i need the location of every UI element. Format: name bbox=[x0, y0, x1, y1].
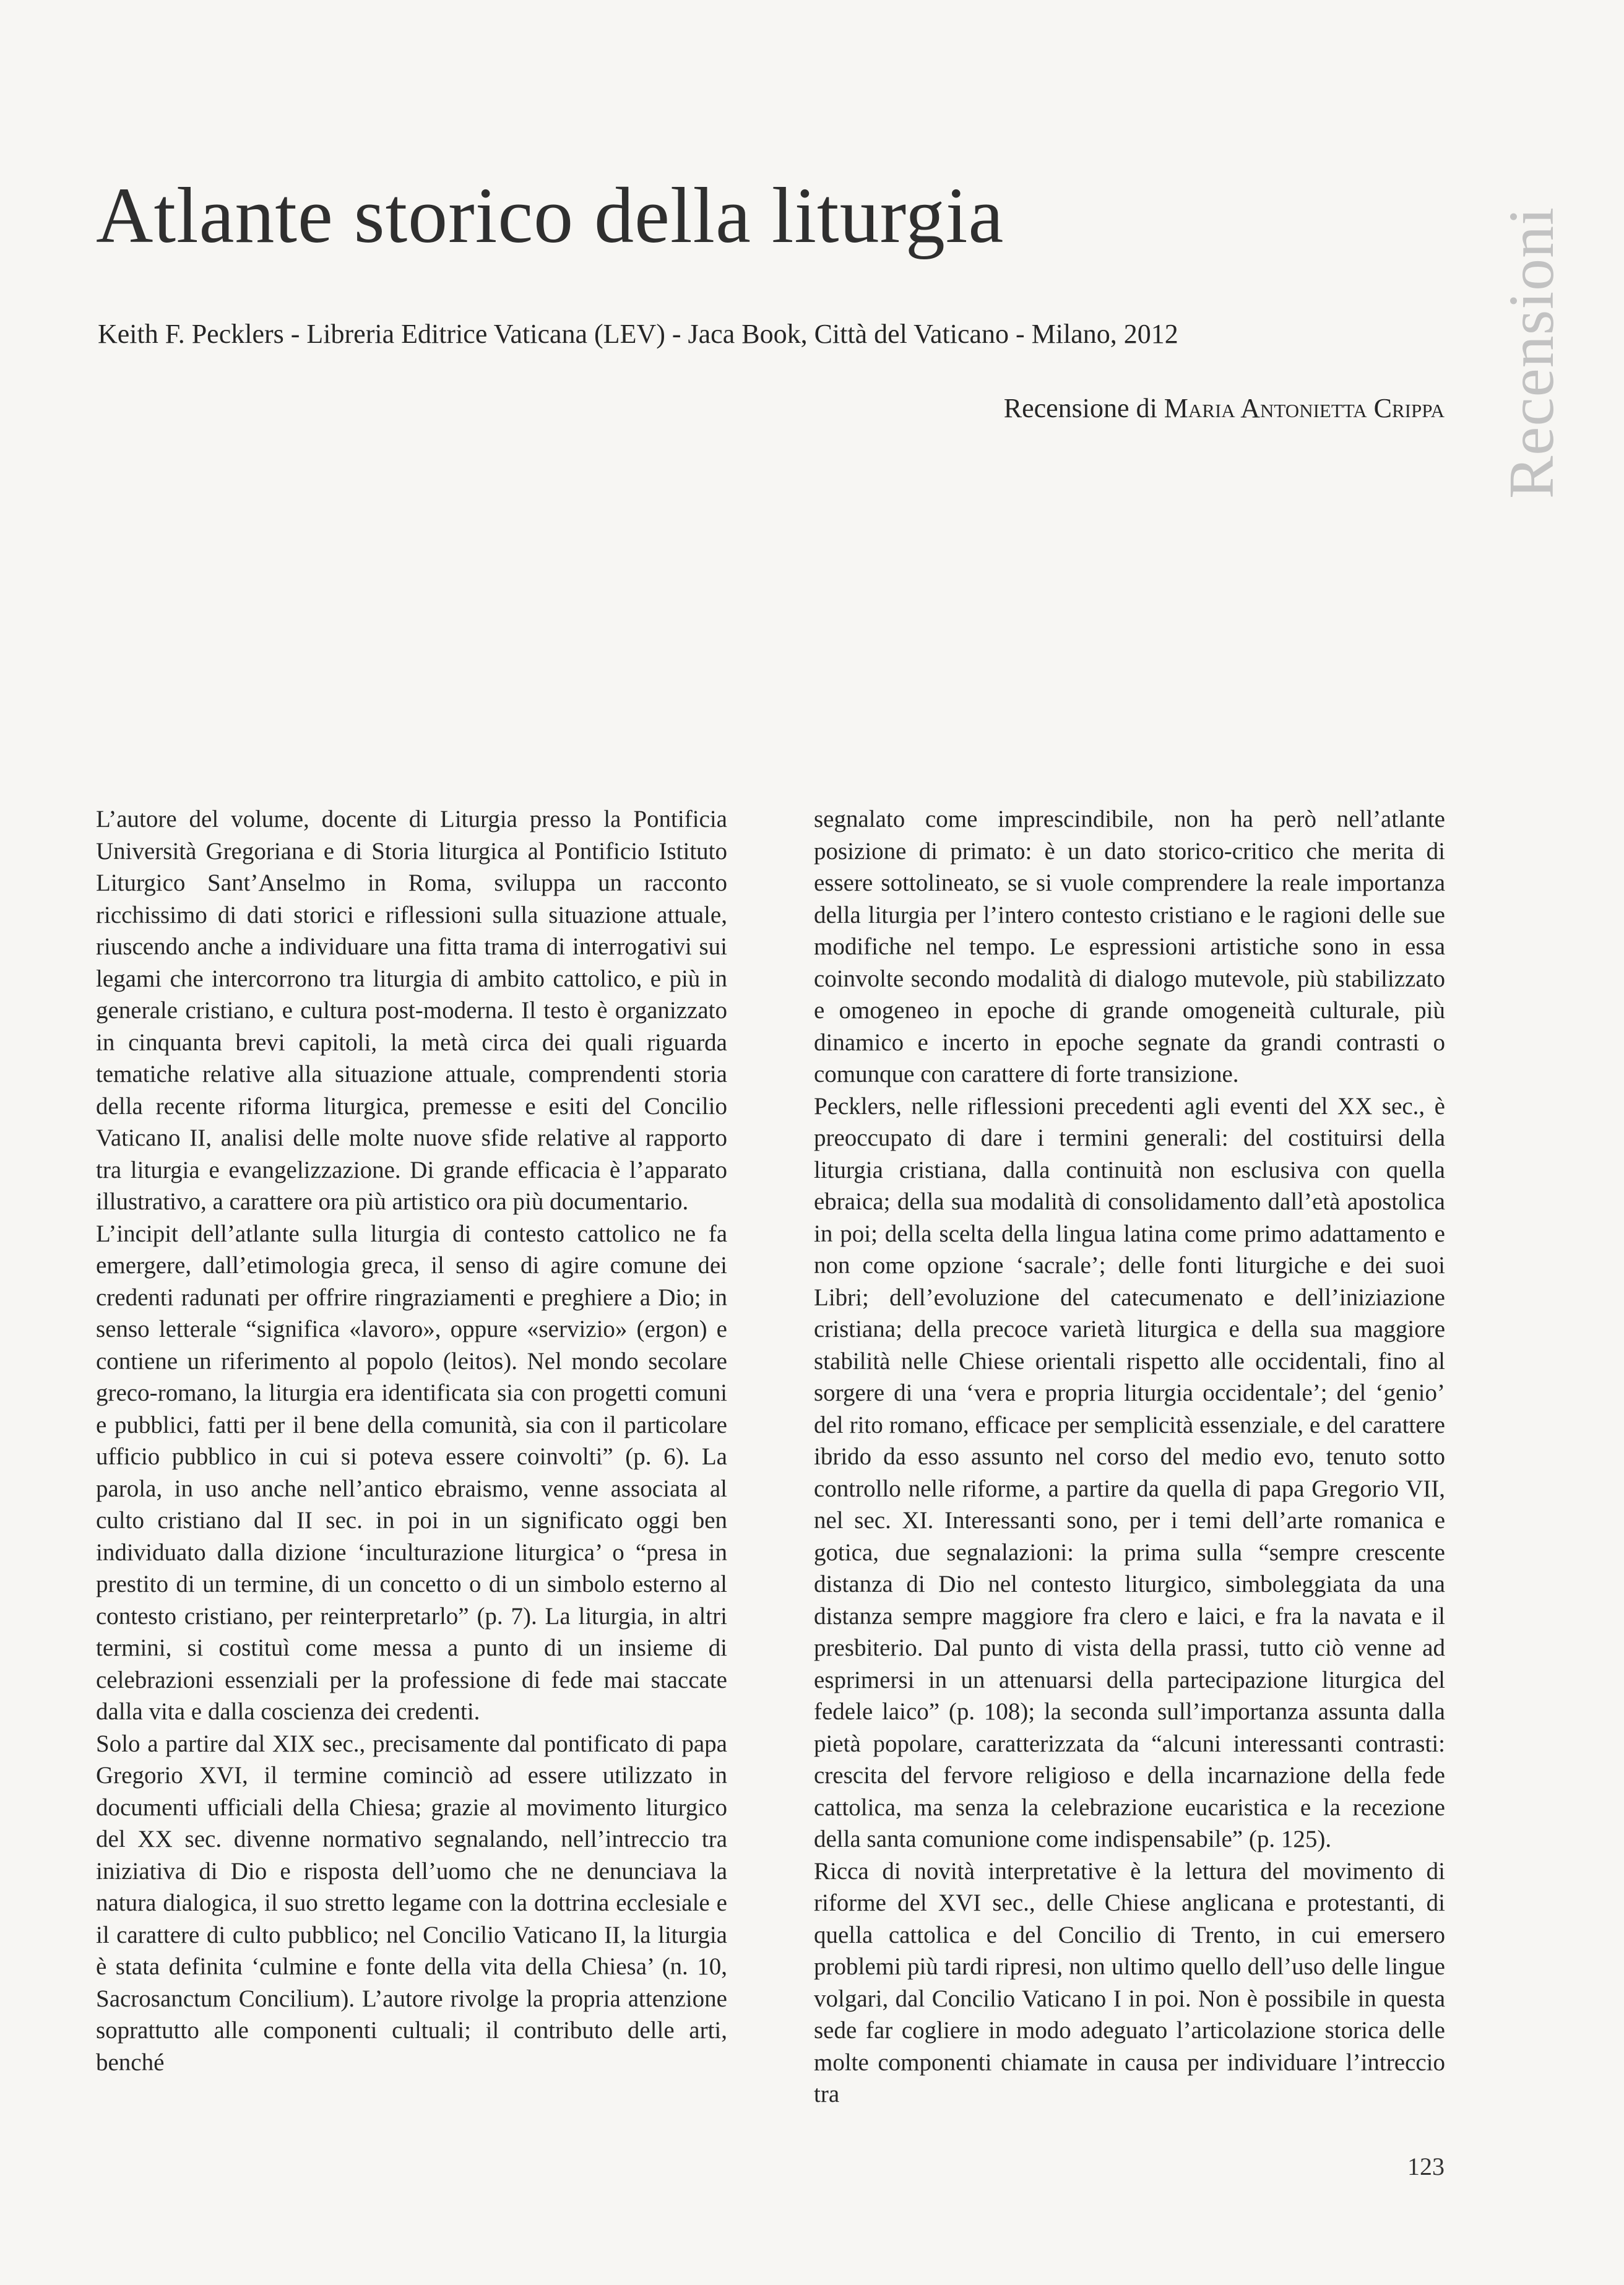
reviewer-name: Maria Antonietta Crippa bbox=[1164, 393, 1445, 423]
reviewer-prefix: Recensione di bbox=[1003, 393, 1164, 423]
article-body bbox=[96, 803, 1445, 2107]
paragraph: L’incipit dell’atlante sulla liturgia di contesto cattolico ne fa emergere, dall’etimologia greca, il senso di agire comune dei credenti radunati per offrire ringraziamenti e preghiere a Dio; in senso letterale “significa «lavoro», oppure «servizio» (ergon) e contiene un riferimento al popolo (leitos). Nel mondo secolare greco-romano, la liturgia era identificata sia con progetti comuni e pubblici, fatti per il bene della comunità, sia con il particolare ufficio pubblico in cui si poteva essere coinvolti” (p. 6). La parola, in uso anche nell’antico ebraismo, venne associata al culto cristiano dal II sec. in poi in un significato oggi ben individuato dalla dizione ‘inculturazione liturgica’ o “presa in prestito di un termine, di un concetto o di un simbolo esterno al contesto cristiano, per reinterpretarlo” (p. 7). La liturgia, in altri termini, si costituì come messa a punto di un insieme di celebrazioni essenziali per la professione di fede mai staccate dalla vita e dalla coscienza dei credenti. bbox=[96, 1220, 727, 1725]
paragraph: L’autore del volume, docente di Liturgia presso la Pontificia Università Gregoriana e di Storia liturgica al Pontificio Istituto Liturgico Sant’Anselmo in Roma, sviluppa un racconto ricchissimo di dati storici e riflessioni sulla situazione attuale, riuscendo anche a individuare una fitta trama di interrogativi sui legami che intercorrono tra liturgia di ambito cattolico, e più in generale cristiano, e cultura post-moderna. Il testo è organizzato in cinquanta brevi capitoli, la metà circa dei quali riguarda tematiche relative alla situazione attuale, comprendenti storia della recente riforma liturgica, premesse e esiti del Concilio Vaticano II, analisi delle molte nuove sfide relative al rapporto tra liturgia e evangelizzazione. Di grande efficacia è l’apparato illustrativo, a carattere ora più artistico ora più documentario. bbox=[96, 806, 727, 1215]
body-column-left bbox=[96, 803, 727, 2078]
paragraph: segnalato come imprescindibile, non ha però nell’atlante posizione di primato: è un dato storico-critico che merita di essere sottolineato, se si vuole comprendere la reale importanza della liturgia per l’intero contesto cristiano e le ragioni delle sue modifiche nel tempo. Le espressioni artistiche sono in essa coinvolte secondo modalità di dialogo mutevole, più stabilizzato e omogeneo in epoche di grande omogeneità culturale, più dinamico e incerto in epoche segnate da grandi contrasti o comunque con carattere di forte transizione. bbox=[814, 806, 1445, 1087]
bibliographic-reference: Keith F. Pecklers - Libreria Editrice Vaticana (LEV) - Jaca Book, Città del Vaticano - Milano, 2012 bbox=[98, 319, 1178, 349]
article-title: Atlante storico della liturgia bbox=[96, 171, 1004, 259]
paragraph: Ricca di novità interpretative è la lettura del movimento di riforme del XVI sec., delle Chiese anglicana e protestanti, di quella cattolica e del Concilio di Trento, in cui emersero problemi più tardi ripresi, non ultimo quello dell’uso delle lingue volgari, dal Concilio Vaticano I in poi. Non è possibile in questa sede far cogliere in modo adeguato l’articolazione storica delle molte componenti chiamate in causa per individuare l’intreccio tra bbox=[814, 1857, 1445, 2107]
reviewer-credit bbox=[1004, 390, 1445, 427]
paragraph: Solo a partire dal XIX sec., precisamente dal pontificato di papa Gregorio XVI, il termine cominciò ad essere utilizzato in documenti ufficiali della Chiesa; grazie al movimento liturgico del XX sec. divenne normativo segnalando, nell’intreccio tra iniziativa di Dio e risposta dell’uomo che ne denunciava la natura dialogica, il suo stretto legame con la dottrina ecclesiale e il carattere di culto pubblico; nel Concilio Vaticano II, la liturgia è stata definita ‘culmine e fonte della vita della Chiesa’ (n. 10, Sacrosanctum Concilium). L’autore rivolge la propria attenzione soprattutto alle componenti cultuali; il contributo delle arti, benché bbox=[96, 1730, 727, 2076]
body-column-right bbox=[814, 803, 1445, 2110]
section-label: Recensioni bbox=[1496, 206, 1567, 499]
page-number: 123 bbox=[1407, 2153, 1445, 2180]
paragraph: Pecklers, nelle riflessioni precedenti agli eventi del XX sec., è preoccupato di dare i termini generali: del costituirsi della liturgia cristiana, dalla continuità non esclusiva con quella ebraica; della sua modalità di consolidamento dall’età apostolica in poi; della scelta della lingua latina come primo adattamento e non come opzione ‘sacrale’; delle fonti liturgiche e dei suoi Libri; dell’evoluzione del catecumenato e dell’iniziazione cristiana; della precoce varietà liturgica e della sua maggiore stabilità nelle Chiese orientali rispetto alle occidentali, fino al sorgere di una ‘vera e propria liturgia occidentale’; del ‘genio’ del rito romano, efficace per semplicità essenziale, e del carattere ibrido da esso assunto nel corso del medio evo, tenuto sotto controllo nelle riforme, a partire da quella di papa Gregorio VII, nel sec. XI. Interessanti sono, per i temi dell’arte romanica e gotica, due segnalazioni: la prima sulla “sempre crescente distanza di Dio nel contesto liturgico, simboleggiata da una distanza sempre maggiore fra clero e laici, e fra la navata e il presbiterio. Dal punto di vista della prassi, tutto ciò venne ad esprimersi in un attenuarsi della partecipazione liturgica del fedele laico” (p. 108); la seconda sull’importanza assunta dalla pietà popolare, caratterizzata da “alcuni interessanti contrasti: crescita del fervore religioso e della incarnazione della fede cattolica, ma senza la celebrazione eucaristica e la recezione della santa comunione come indispensabile” (p. 125). bbox=[814, 1092, 1445, 1852]
section-label-container bbox=[1479, 206, 1584, 499]
